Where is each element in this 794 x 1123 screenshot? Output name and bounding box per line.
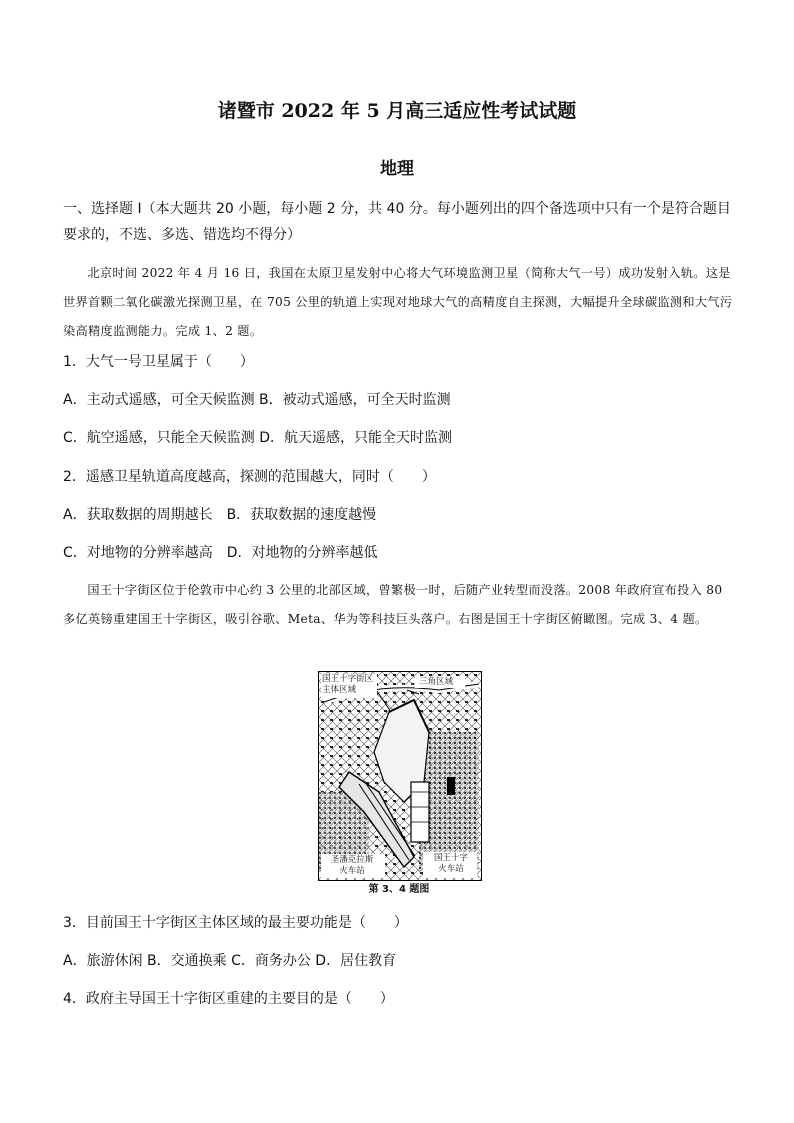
question-1-options-ab: A．主动式遥感，可全天候监测 B．被动式遥感，可全天时监测 <box>63 392 451 408</box>
passage-1: 北京时间 2022 年 4 月 16 日，我国在太原卫星发射中心将大气环境监测卫星（简称大气一号）成功发射入轨。这是世界首颗二氧化碳激光探测卫星，在 705 公里的轨道上实现对地球大气的高精度自主探测，大幅提升全球碳监测和大气污染高精度监测能力。完成 1、2 题。 <box>63 266 733 338</box>
question-3-stem: 3．目前国王十字街区主体区域的最主要功能是（ ） <box>63 915 408 931</box>
question-4-stem: 4．政府主导国王十字街区重建的主要目的是（ ） <box>63 991 394 1007</box>
passage-2: 国王十字街区位于伦敦市中心约 3 公里的北部区域，曾繁极一时，后随产业转型而没落。2008 年政府宣布投入 80 多亿英镑重建国王十字街区，吸引谷歌、Meta、华为等科技巨头落户。右图是国王十字街区俯瞰图。完成 3、4 题。 <box>63 583 723 626</box>
label-main-area-line1: 国王十字街区 <box>322 674 374 684</box>
label-kings-cross-line2: 火车站 <box>438 864 464 874</box>
label-kings-cross-station <box>427 853 475 875</box>
label-st-pancras-line2: 火车站 <box>339 866 365 876</box>
label-main-area <box>322 674 373 696</box>
question-1-options-cd: C．航空遥感，只能全天候监测 D．航天遥感，只能全天时监测 <box>63 430 453 446</box>
label-main-area-line2: 主体区域 <box>322 685 357 695</box>
question-1-stem: 1．大气一号卫星属于（ ） <box>63 354 254 370</box>
kings-cross-aerial-map <box>318 671 482 881</box>
question-3-options: A．旅游休闲 B．交通换乘 C．商务办公 D．居住教育 <box>63 953 397 969</box>
label-triangle-area: 三角区域 <box>419 677 454 687</box>
label-st-pancras <box>323 855 381 877</box>
label-kings-cross-line1: 国王十字 <box>433 853 468 863</box>
aerial-map-drawing <box>319 672 481 880</box>
question-2-options-ab: A．获取数据的周期越长 B．获取数据的速度越慢 <box>63 507 377 523</box>
exam-title: 诸暨市 2022 年 5 月高三适应性考试试题 <box>217 100 577 122</box>
figure-caption: 第 3、4 题图 <box>368 884 430 895</box>
label-st-pancras-line1: 圣潘克拉斯 <box>330 855 374 865</box>
section-instruction: 一、选择题 I（本大题共 20 小题，每小题 2 分，共 40 分。每小题列出的四个备选项中只有一个是符合题目要求的，不选、多选、错选均不得分） <box>63 201 731 243</box>
subject-title: 地理 <box>380 159 414 179</box>
question-2-options-cd: C．对地物的分辨率越高 D．对地物的分辨率越低 <box>63 545 378 561</box>
question-2-stem: 2．遥感卫星轨道高度越高，探测的范围越大，同时（ ） <box>63 469 436 485</box>
